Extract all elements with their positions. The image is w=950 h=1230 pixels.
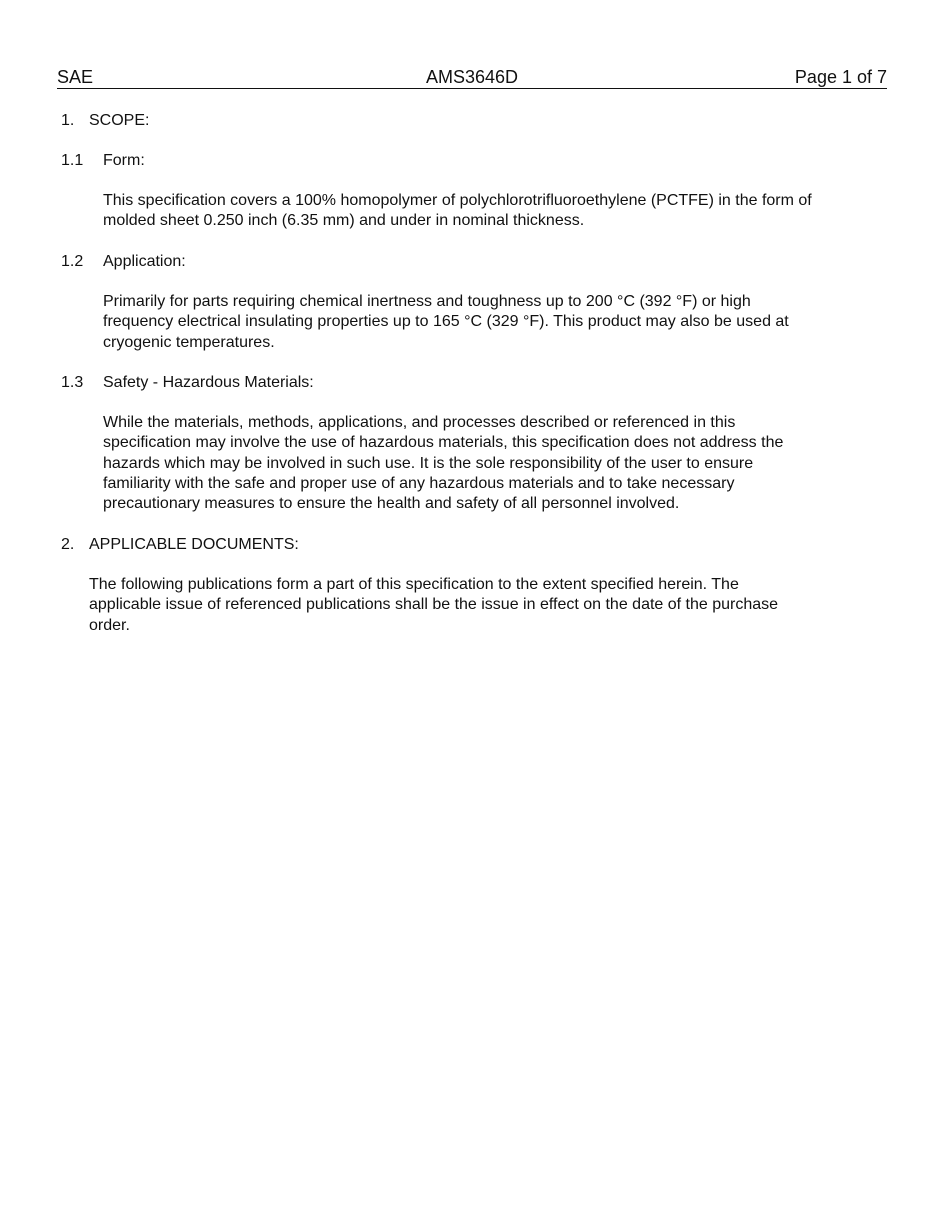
body-line: This specification covers a 100% homopolymer of polychlorotrifluoroethylene (PCTFE) in the form of <box>103 192 812 209</box>
body-line: The following publications form a part of this specification to the extent specified herein. The <box>89 576 739 593</box>
section-2-number: 2. <box>61 536 75 553</box>
body-line: order. <box>89 616 130 634</box>
body-line: hazards which may be involved in such use. It is the sole responsibility of the user to ensure <box>103 454 754 472</box>
section-1-2-title: Application: <box>103 253 186 270</box>
section-1-number: 1. <box>61 112 75 129</box>
section-1-1-body <box>103 191 812 232</box>
section-2-title: APPLICABLE DOCUMENTS: <box>89 536 299 553</box>
body-line: While the materials, methods, applications, and processes described or referenced in this <box>103 414 736 431</box>
section-1-1-number: 1.1 <box>61 152 84 169</box>
header-org: SAE <box>57 67 94 87</box>
body-line: familiarity with the safe and proper use of any hazardous materials and to take necessary <box>103 474 735 492</box>
page-header <box>57 66 887 89</box>
section-1-3-title: Safety - Hazardous Materials: <box>103 374 314 391</box>
section-1-3-number: 1.3 <box>61 374 84 391</box>
section-1-1-title: Form: <box>103 152 145 169</box>
section-1-title: SCOPE: <box>89 112 150 129</box>
body-line: cryogenic temperatures. <box>103 333 275 351</box>
body-line: molded sheet 0.250 inch (6.35 mm) and under in nominal thickness. <box>103 212 585 230</box>
body-line: precautionary measures to ensure the health and safety of all personnel involved. <box>103 495 680 512</box>
section-2-body <box>89 575 778 636</box>
section-1-3-body <box>103 413 783 514</box>
body-line: applicable issue of referenced publications shall be the issue in effect on the date of the purchase <box>89 596 779 614</box>
header-doc-number: AMS3646D <box>425 67 519 87</box>
body-line: frequency electrical insulating properties up to 165 °C (329 °F). This product may also be used at <box>103 313 789 331</box>
section-1-2-number: 1.2 <box>61 253 84 270</box>
section-1-2-body <box>103 292 789 353</box>
body-line: Primarily for parts requiring chemical inertness and toughness up to 200 °C (392 °F) or high <box>103 293 751 310</box>
header-page-number: Page 1 of 7 <box>794 67 887 87</box>
body-line: specification may involve the use of hazardous materials, this specification does not address the <box>103 434 784 452</box>
